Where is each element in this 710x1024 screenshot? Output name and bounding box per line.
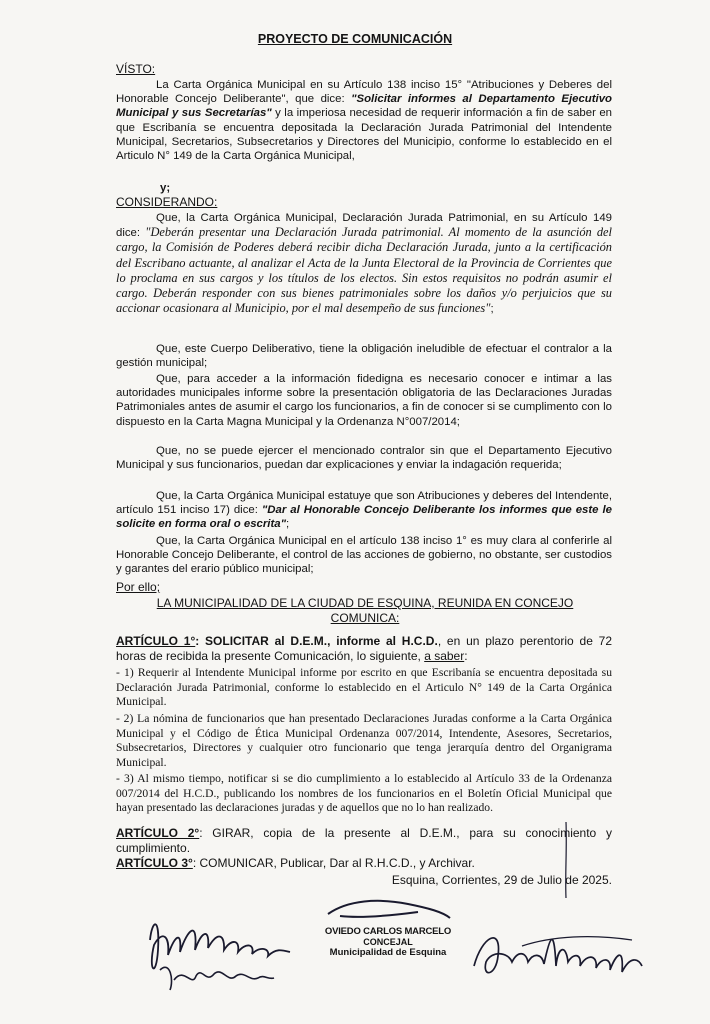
considerando-5-text: Que, la Carta Orgánica Municipal estatuye que son Atribuciones y deberes del Intendente, artículo 151 inciso 17) dice: [116,490,612,517]
articulo-1-item-2: - 2) La nómina de funcionarios que han presentado Declaraciones Juradas conforme a la Carta Orgánica Municipal y el Código de Ética Municipal Ordenanza 007/2014, Intendente, Asesores, Secretarios, Subsecretarios, Directores y cualquier otro funcionario que tenga jerarquía dentro del Organigrama Municipal. [116,712,612,769]
visto-heading: VÍSTO: [116,62,156,76]
stamp-role: CONCEJAL [363,937,413,947]
visto-quote: "Solicitar informes al Departamento Ejecutivo Municipal y sus Secretarías" [116,93,613,120]
articulo-3-text: : COMUNICAR, Publicar, Dar al R.H.C.D., y Archivar. [192,856,475,870]
articulo-1-item-1: - 1) Requerir al Intendente Municipal informe por escrito en que Escribanía se encuentra depositada su Declaración Jurada Patrimonial, conforme lo establecido en el Articulo N° 149 de la Carta Orgánica Municipal. [116,666,612,709]
ink-stroke [560,820,572,900]
date-line: Esquina, Corrientes, 29 de Julio de 2025. [391,873,612,887]
stamp-org: Municipalidad de Esquina [329,947,447,958]
considerando-1 [116,211,612,316]
articulo-1-colon: : [464,648,468,663]
considerando-4: Que, no se puede ejercer el mencionado contralor sin que el Departamento Ejecutivo Municipal y sus funcionarios, puedan dar explicaciones y enviar la indagación requerida; [116,445,612,472]
articulo-3 [116,856,612,870]
considerando-heading: CONSIDERANDO: [116,195,218,209]
por-ello: Por ello; [116,580,161,594]
visto-text-a: La Carta Orgánica Municipal en su Artículo 138 inciso 15° "Atribuciones y Deberes del Honorable Concejo Deliberante", que dice: [116,79,612,106]
stamp [320,926,456,958]
considerando-3: Que, para acceder a la información fidedigna es necesario conocer e intimar a las autoridades municipales informe sobre la presentación obligatoria de las Declaraciones Juradas Patrimoniales antes de asumir el cargo los funcionarios, a fin de conocer si se cumplimento con lo dispuesto en la Carta Magna Municipal y la Ordenanza N°007/2014; [116,373,612,428]
articulo-1-label: ARTÍCULO 1° [116,634,196,648]
visto-text-c: y la imperiosa necesidad de requerir información a fin de saber en que Escribanía se encuentra depositada la Declaración Jurada Patrimonial del Intendente Municipal, Secretarios, Subsecretarios y Directores del Municipio, conforme lo establecido en el Articulo N° 149 de la Carta Orgánica Municipal, [116,107,612,163]
considerando-5-quote: "Dar al Honorable Concejo Deliberante los informes que este le solicite en forma oral o escrita" [116,504,612,531]
articulo-1-item-3: - 3) Al mismo tiempo, notificar si se dio cumplimiento a lo establecido al Artículo 33 de la Ordenanza 007/2014 del H.C.D., publicando los nombres de los funcionarios en el Boletín Oficial Municipal que hayan presentado las declaraciones juradas y de aquellos que no lo han realizado. [116,772,612,815]
considerando-1-end: ; [490,303,494,316]
articulo-3-label: ARTÍCULO 3° [116,856,193,870]
document-title: PROYECTO DE COMUNICACIÓN [257,32,453,46]
considerando-5-end: ; [286,518,290,531]
considerando-5 [116,489,612,532]
articulo-1 [116,634,612,663]
considerando-1-quote: "Deberán presentar una Declaración Jurada patrimonial. Al momento de la asunción del cargo, la Comisión de Poderes deberá recibir dicha Declaración Jurada, junto a la certificación del Escribano actuante, al analizar el Acta de la Junta Electoral de la Provincia de Corrientes que lo proclama en sus cargos y los títulos de los electos. Sin estos requisitos no podrán asumir el cargo. Deberán responder con sus bienes patrimoniales sobre los daños y/o perjuicios que su accionar ocasionara al Municipio, por el mal desempeño de sus funciones" [116,225,612,316]
articulo-1-lead: : SOLICITAR al D.E.M., informe al H.C.D. [195,634,438,648]
considerando-6: Que, la Carta Orgánica Municipal en el artículo 138 inciso 1° es muy clara al conferirle al Honorable Concejo Deliberante, el control de las acciones de gobierno, no obstante, ser custodios y garantes del erario público municipal; [116,535,612,576]
signature-right [462,906,662,986]
stamp-name: OVIEDO CARLOS MARCELO [324,926,452,937]
articulo-1-a-saber: a saber [424,648,465,663]
articulo-1-rest: , en un plazo perentorio de 72 horas de recibida la presente Comunicación, lo siguiente, [116,634,613,663]
visto-paragraph [116,78,612,163]
visto-y: y; [160,182,171,194]
considerando-2: Que, este Cuerpo Deliberativo, tiene la obligación ineludible de efectuar el contralor a la gestión municipal; [116,343,612,370]
resolution-heading: LA MUNICIPALIDAD DE LA CIUDAD DE ESQUINA, REUNIDA EN CONCEJO COMUNICA: [156,596,574,625]
considerando-1-text: Que, la Carta Orgánica Municipal, Declaración Jurada Patrimonial, en su Artículo 149 dice: [116,212,612,240]
articulo-2 [116,826,612,855]
articulo-2-label: ARTÍCULO 2° [116,826,200,840]
signature-left [140,900,300,1000]
articulo-2-text: : GIRAR, copia de la presente al D.E.M., para su conocimiento y cumplimiento. [116,826,612,855]
